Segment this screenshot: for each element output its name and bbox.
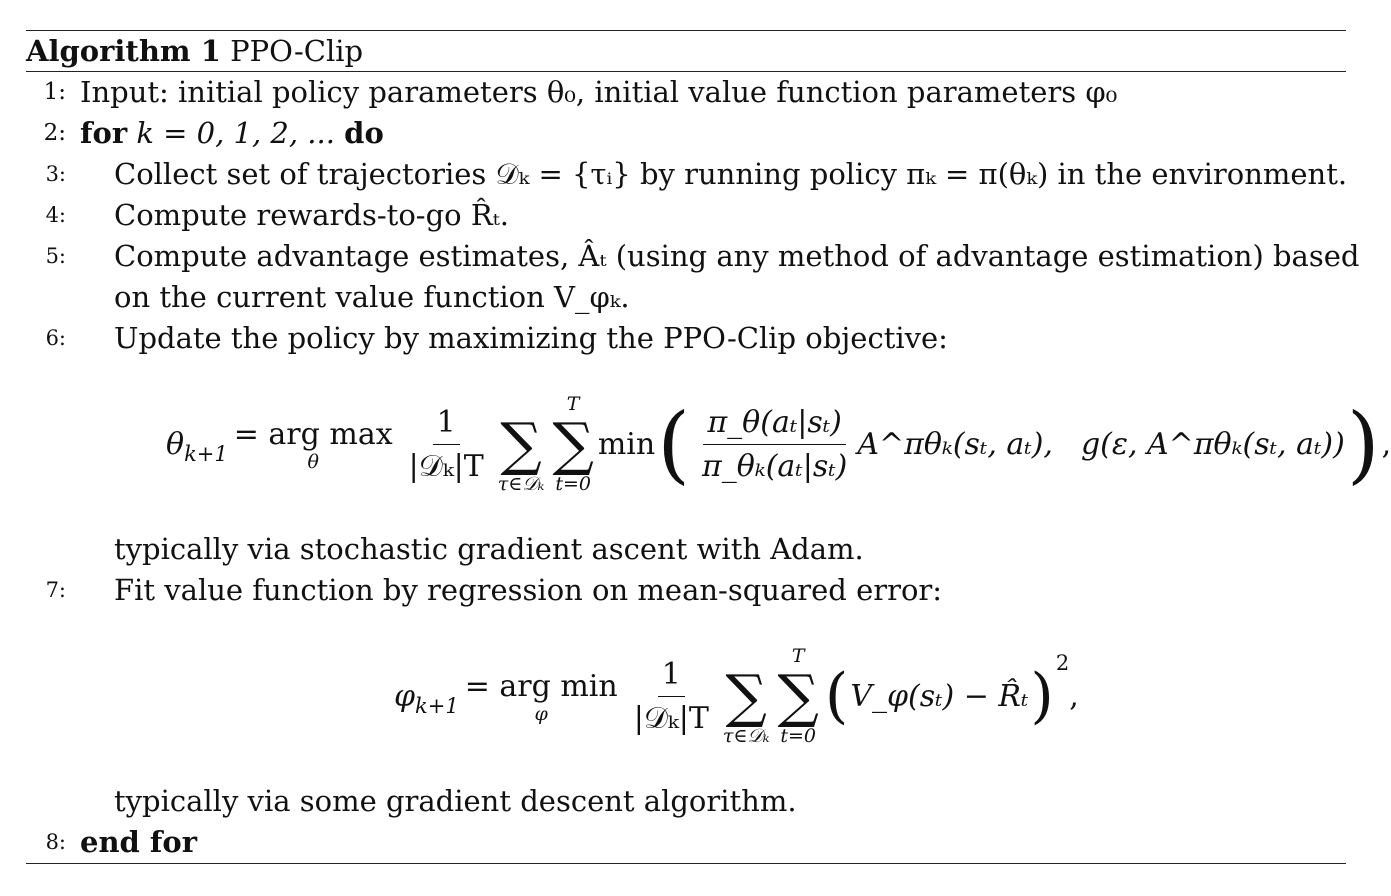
eq-argmin: = arg min φ (464, 668, 618, 725)
eq-normalizer: $\frac{1}{\text{|𝒟ₖ|T}}$ (408, 404, 484, 484)
line-number: 1: (43, 79, 66, 105)
eq-sum-time: T ∑ t=0 (777, 645, 819, 747)
algorithm-block (26, 30, 1391, 864)
line-text: typically via stochastic gradient ascent with Adam. (114, 532, 864, 566)
eq-argmax: = arg max θ (233, 416, 393, 473)
keyword-do: do (344, 116, 384, 150)
line-number: 8: (45, 830, 66, 854)
algorithm-label: Algorithm 1 (26, 34, 221, 68)
eq-squared-error: V_φ(sₜ) − R̂ₜ (850, 678, 1029, 714)
eq-sum-time: T ∑ t=0 (552, 393, 594, 495)
eq-term-clip: g(ε, A^πθₖ(sₜ, aₜ)) (1080, 426, 1345, 462)
eq-end: , (1069, 678, 1079, 714)
equation-body (166, 393, 1391, 495)
algorithm-title: PPO-Clip (230, 34, 364, 68)
keyword-for: for (80, 116, 128, 150)
eq-right-paren: ) (1030, 661, 1054, 731)
eq-lhs: $\theta_{k+1}$ (166, 426, 228, 466)
eq-left-paren: ( (657, 395, 690, 493)
line-text: typically via some gradient descent algorithm. (114, 784, 797, 818)
line-text: end for (80, 825, 198, 859)
algo-line-6 (26, 318, 1346, 359)
equation-body: $\varphi_{k+1}$ = arg min φ $\frac{1}{\text{|𝒟ₖ|T}}$ ∑ τ∈𝒟ₖ T ∑ t=0 ( V_φ(sₜ) − R̂ₜ ) 2 , (394, 645, 1079, 747)
algorithm-header (26, 31, 1346, 71)
line-text: Compute advantage estimates, Âₜ (using any method of advantage estimation) based (114, 239, 1360, 273)
algo-line-1 (26, 72, 1346, 113)
algo-line-3 (26, 154, 1346, 195)
algo-line-5 (26, 236, 1360, 277)
eq-right-paren: ) (1346, 395, 1380, 493)
eq-lhs: $\varphi_{k+1}$ (394, 678, 459, 718)
policy-update-equation (26, 359, 1391, 529)
algo-line-5-continuation (26, 277, 1346, 318)
value-update-equation (26, 611, 1346, 781)
line-text: Fit value function by regression on mean-squared error: (114, 573, 943, 607)
eq-term-advantage: A^πθₖ(sₜ, aₜ), (857, 426, 1053, 462)
algo-line-4 (26, 195, 1346, 236)
line-text: Collect set of trajectories 𝒟ₖ = {τᵢ} by running policy πₖ = π(θₖ) in the environment. (114, 157, 1348, 191)
line-number: 6: (45, 326, 66, 350)
line-text: Input: initial policy parameters θ₀, initial value function parameters φ₀ (80, 75, 1118, 109)
algo-line-2 (26, 113, 1346, 154)
line-text: Update the policy by maximizing the PPO-Clip objective: (114, 321, 948, 355)
line-text (26, 113, 1346, 154)
eq-normalizer: $\frac{1}{\text{|𝒟ₖ|T}}$ (633, 656, 709, 736)
line-text: Compute rewards-to-go R̂ₜ. (114, 198, 510, 232)
loop-range: k = 0, 1, 2, ... (136, 116, 335, 150)
eq-min: min (597, 426, 656, 462)
eq-left-paren: ( (824, 661, 849, 731)
algo-line-6-note (26, 529, 1346, 570)
line-number: 2: (43, 120, 66, 146)
line-number: 7: (45, 578, 66, 602)
algo-line-8 (26, 822, 1346, 863)
bottom-rule (26, 863, 1346, 864)
eq-sum-trajectories: ∑ τ∈𝒟ₖ (497, 410, 545, 495)
algo-line-7-note (26, 781, 1346, 822)
line-text: on the current value function V_φₖ. (114, 280, 630, 314)
eq-sum-trajectories: ∑ τ∈𝒟ₖ (722, 662, 770, 747)
line-number: 5: (45, 244, 66, 268)
eq-ratio: $\frac{\text{π\_θ(aₜ|sₜ)}}{\text{π\_θₖ(aₜ|sₜ)}}$ (702, 404, 848, 484)
line-number: 4: (45, 203, 66, 227)
eq-end: , (1381, 426, 1391, 462)
line-number: 3: (45, 162, 66, 186)
algo-line-7 (26, 570, 1346, 611)
